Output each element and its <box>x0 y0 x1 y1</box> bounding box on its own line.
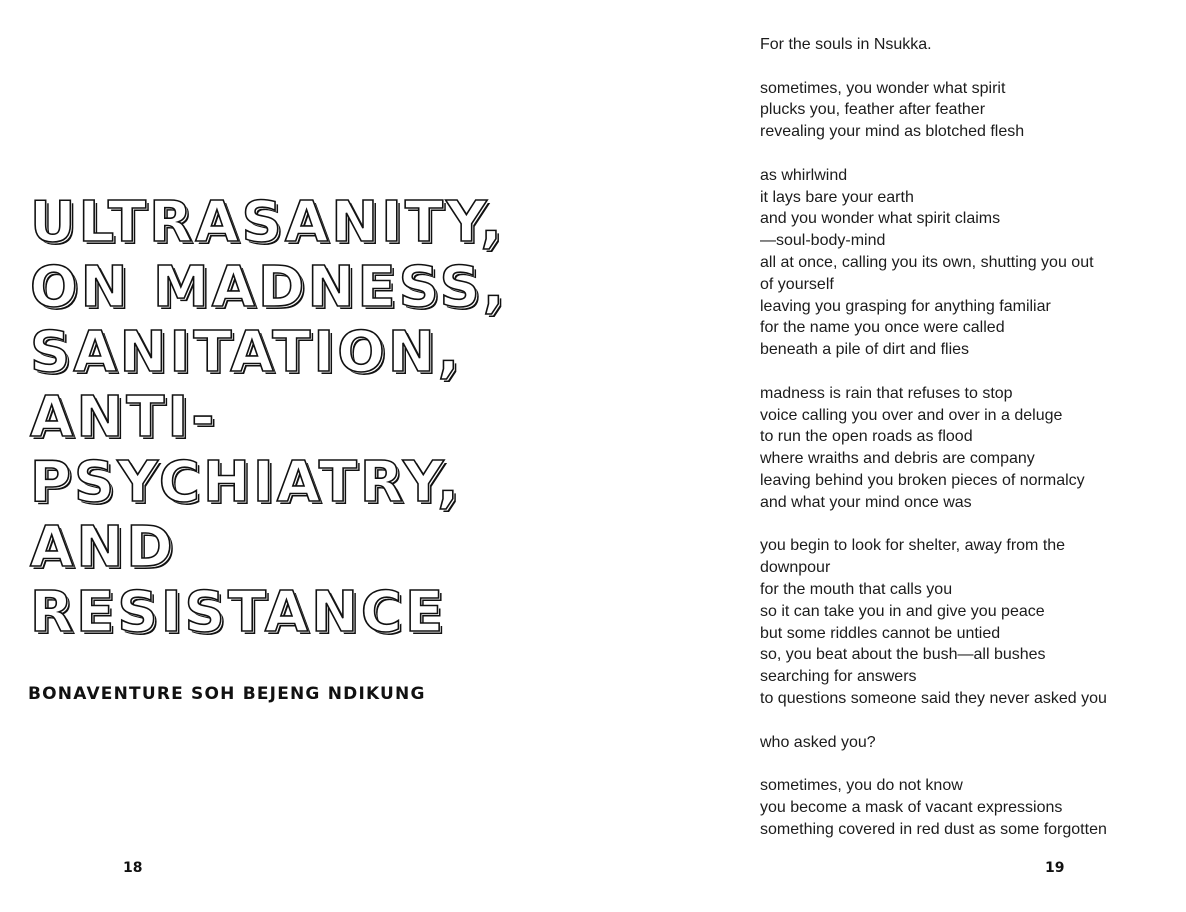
poem-body <box>760 34 1160 862</box>
page-number-right: 19 <box>1045 860 1065 876</box>
poem-line: revealing your mind as blotched flesh <box>760 123 1025 141</box>
page-number-left: 18 <box>123 860 143 876</box>
poem-line: and what your mind once was <box>760 493 972 511</box>
poem-line: leaving behind you broken pieces of normalcy <box>760 471 1085 489</box>
poem-line: you begin to look for shelter, away from the <box>760 537 1066 555</box>
stanza <box>760 165 1160 361</box>
title-line: ULTRASANITY, <box>30 190 505 255</box>
poem-line: to run the open roads as flood <box>760 428 973 446</box>
poem-line: of yourself <box>760 275 834 293</box>
poem-line: voice calling you over and over in a deluge <box>760 406 1063 424</box>
title-line: PSYCHIATRY, <box>30 450 462 515</box>
poem-line: for the name you once were called <box>760 319 1005 337</box>
poem-line: where wraiths and debris are company <box>760 450 1035 468</box>
poem-line: —soul-body-mind <box>760 232 886 250</box>
title-line: AND <box>30 515 176 580</box>
poem-line: something covered in red dust as some forgotten <box>760 820 1107 838</box>
poem-line: for the mouth that calls you <box>760 580 953 598</box>
poem-line: plucks you, feather after feather <box>760 101 986 119</box>
title-line: RESISTANCE <box>30 580 447 645</box>
stanza <box>760 383 1160 514</box>
chapter-title <box>30 190 550 645</box>
poem-line: as whirlwind <box>760 166 848 184</box>
poem-line: For the souls in Nsukka. <box>760 36 932 53</box>
poem-line: so, you beat about the bush—all bushes <box>760 646 1046 664</box>
poem-line: who asked you? <box>760 733 876 751</box>
poem-line: all at once, calling you its own, shutting you out <box>760 253 1094 271</box>
poem-line: beneath a pile of dirt and flies <box>760 341 970 359</box>
poem-line: and you wonder what spirit claims <box>760 210 1001 228</box>
title-line: ANTI- <box>30 385 218 450</box>
title-line: SANITATION, <box>30 320 462 385</box>
poem-line: sometimes, you do not know <box>760 777 963 795</box>
poem-line: but some riddles cannot be untied <box>760 624 1001 642</box>
poem-line: it lays bare your earth <box>760 188 914 206</box>
dedication <box>760 34 1160 56</box>
poem-line: sometimes, you wonder what spirit <box>760 79 1006 97</box>
stanza <box>760 78 1160 143</box>
poem-line: so it can take you in and give you peace <box>760 602 1045 620</box>
poem-line: you become a mask of vacant expressions <box>760 798 1063 816</box>
stanza <box>760 775 1160 840</box>
stanza <box>760 732 1160 754</box>
poem-line: leaving you grasping for anything familiar <box>760 297 1051 315</box>
author-name: BONAVENTURE SOH BEJENG NDIKUNG <box>28 684 426 704</box>
title-line: ON MADNESS, <box>30 255 508 320</box>
poem-line: searching for answers <box>760 668 917 686</box>
poem-line: to questions someone said they never asked you <box>760 689 1107 707</box>
right-page <box>593 0 1186 912</box>
stanza <box>760 535 1160 709</box>
poem-line: madness is rain that refuses to stop <box>760 384 1013 402</box>
poem-line: downpour <box>760 559 831 577</box>
